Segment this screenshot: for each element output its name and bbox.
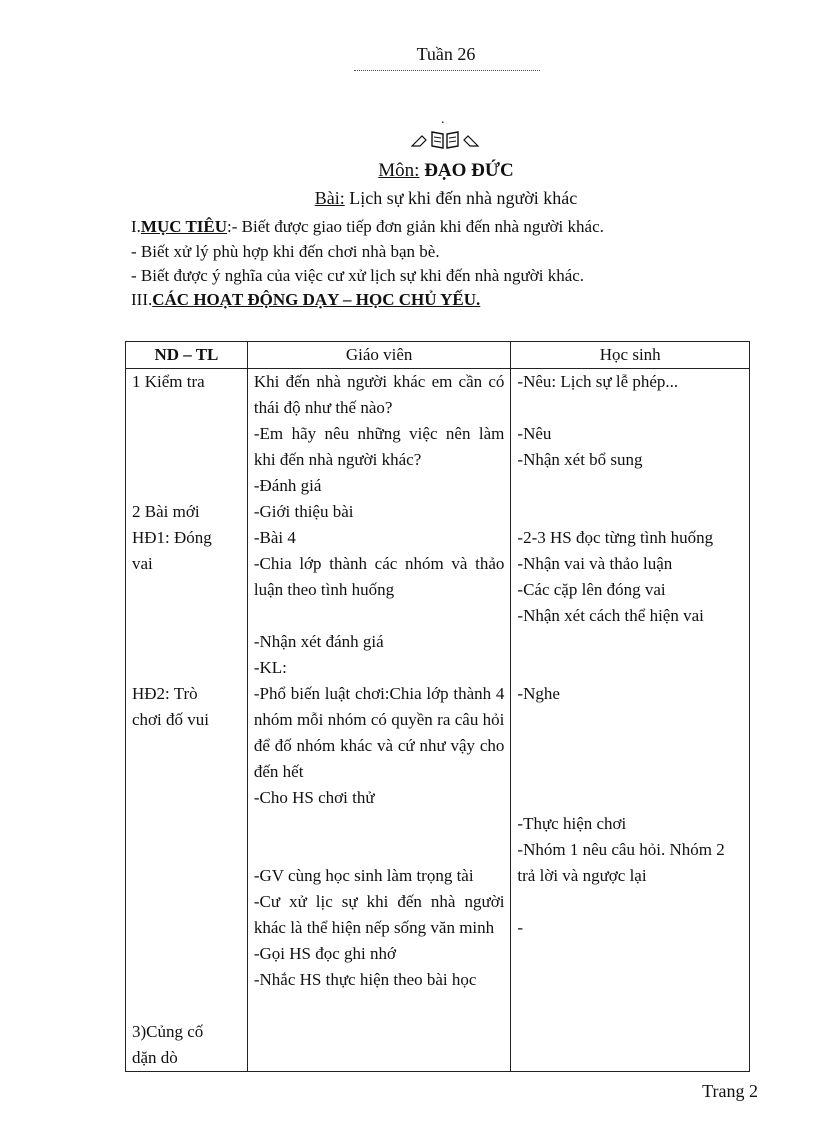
teacher-activity: -KL: <box>253 658 287 677</box>
student-activity: - <box>517 918 524 937</box>
week-underline <box>354 70 540 71</box>
content-item <box>132 473 241 499</box>
decorative-dot: . <box>441 112 445 127</box>
activities-title: CÁC HOẠT ĐỘNG DẠY – HỌC CHỦ YẾU. <box>152 290 481 309</box>
teacher-activity: -Nhắc HS thực hiện theo bài học <box>253 970 477 989</box>
teacher-activity: -Nhận xét đánh giá <box>253 632 384 651</box>
objectives-heading: MỤC TIÊU <box>140 217 228 236</box>
teacher-activity: -Đánh giá <box>253 476 322 495</box>
content-item <box>132 941 241 967</box>
objective-3: - Biết được ý nghĩa của việc cư xử lịch sự khi đến nhà người khác. <box>131 266 585 285</box>
content-item <box>132 811 241 837</box>
table-header-row <box>126 342 750 369</box>
content-item: HĐ1: Đóng <box>132 528 212 547</box>
lesson-plan-table <box>125 341 750 1072</box>
content-item: 2 Bài mới <box>132 502 200 521</box>
teacher-activity: -Gọi HS đọc ghi nhớ <box>253 944 397 963</box>
content-item: dặn dò <box>132 1048 178 1067</box>
student-activity <box>517 395 743 421</box>
student-activity: -Nhóm 1 nêu câu hỏi. Nhóm 2 trả lời và ngược lại <box>517 840 725 885</box>
table-row <box>126 369 750 1072</box>
student-activity: -Thực hiện chơi <box>517 814 627 833</box>
teacher-activity: Khi đến nhà người khác em cần có thái độ như thế nào? <box>253 372 505 417</box>
student-activity <box>517 733 743 759</box>
content-item <box>132 603 241 629</box>
lesson-title: Lịch sự khi đến nhà người khác <box>349 188 578 208</box>
week-title: Tuần 26 <box>416 44 476 64</box>
subject-name: ĐẠO ĐỨC <box>424 160 514 181</box>
content-item <box>132 629 241 655</box>
teacher-activity: -Giới thiệu bài <box>253 502 354 521</box>
student-activity <box>517 759 743 785</box>
student-activity: -Nhận vai và thảo luận <box>517 554 673 573</box>
content-item <box>132 889 241 915</box>
activities-heading <box>131 290 480 310</box>
student-activity: -Nêu <box>517 424 552 443</box>
content-item: 1 Kiểm tra <box>132 372 205 391</box>
student-column <box>511 369 750 1072</box>
content-column <box>126 369 248 1072</box>
teacher-activity: -Cư xử lịc sự khi đến nhà người khác là thể hiện nếp sống văn minh <box>253 892 505 937</box>
content-item: HĐ2: Trò <box>132 684 198 703</box>
content-item <box>132 993 241 1019</box>
student-activity: -Nghe <box>517 684 560 703</box>
lesson-line <box>0 188 816 209</box>
student-activity: -Các cặp lên đóng vai <box>517 580 666 599</box>
student-activity <box>517 499 743 525</box>
content-item <box>132 395 241 421</box>
header-student: Học sinh <box>511 342 750 369</box>
teacher-activity: -Em hãy nêu những việc nên làm khi đến nhà người khác? <box>253 424 505 469</box>
subject-label: Môn: <box>378 160 420 181</box>
lesson-label: Bài: <box>314 188 345 208</box>
content-item <box>132 915 241 941</box>
student-activity <box>517 473 743 499</box>
student-activity <box>517 889 743 915</box>
content-item: chơi đố vui <box>132 710 209 729</box>
teacher-activity <box>254 811 505 837</box>
teacher-column <box>247 369 511 1072</box>
teacher-activity: -GV cùng học sinh làm trọng tài <box>253 866 474 885</box>
header-content-time: ND – TL <box>126 342 248 369</box>
subject-line <box>0 160 816 182</box>
teacher-activity: -Chia lớp thành các nhóm và thảo luận theo tình huống <box>253 554 505 599</box>
student-activity <box>517 629 743 655</box>
activities-prefix: III. <box>131 290 153 309</box>
content-item <box>132 785 241 811</box>
content-item: vai <box>132 554 153 573</box>
teacher-activity: -Phổ biến luật chơi:Chia lớp thành 4 nhóm mỗi nhóm có quyền ra câu hỏi để đố nhóm khác và cứ như vậy cho đến hết <box>253 684 505 781</box>
book-ornament-icon <box>410 128 480 150</box>
objective-1: :- Biết được giao tiếp đơn giản khi đến nhà người khác. <box>227 217 604 236</box>
content-item <box>132 421 241 447</box>
content-item <box>132 447 241 473</box>
page-number: Trang 2 <box>702 1081 758 1101</box>
content-item <box>132 837 241 863</box>
teacher-activity <box>254 603 505 629</box>
student-activity: -Nêu: Lịch sự lễ phép... <box>517 372 679 391</box>
teacher-activity: -Bài 4 <box>253 528 296 547</box>
content-item <box>132 759 241 785</box>
objectives-line-1 <box>131 217 604 237</box>
student-activity: -Nhận xét cách thể hiện vai <box>517 606 704 625</box>
student-activity <box>517 655 743 681</box>
content-item: 3)Củng cố <box>132 1022 204 1041</box>
student-activity: -Nhận xét bổ sung <box>517 450 643 469</box>
content-item <box>132 577 241 603</box>
student-activity <box>517 707 743 733</box>
objectives-prefix: I. <box>131 217 141 236</box>
content-item <box>132 863 241 889</box>
content-item <box>132 733 241 759</box>
student-activity <box>517 785 743 811</box>
teacher-activity: -Cho HS chơi thử <box>253 788 375 807</box>
teacher-activity <box>254 837 505 863</box>
objective-2: - Biết xử lý phù hợp khi đến chơi nhà bạn bè. <box>131 242 440 261</box>
header-teacher: Giáo viên <box>247 342 511 369</box>
student-activity: -2-3 HS đọc từng tình huống <box>517 528 714 547</box>
content-item <box>132 967 241 993</box>
content-item <box>132 655 241 681</box>
